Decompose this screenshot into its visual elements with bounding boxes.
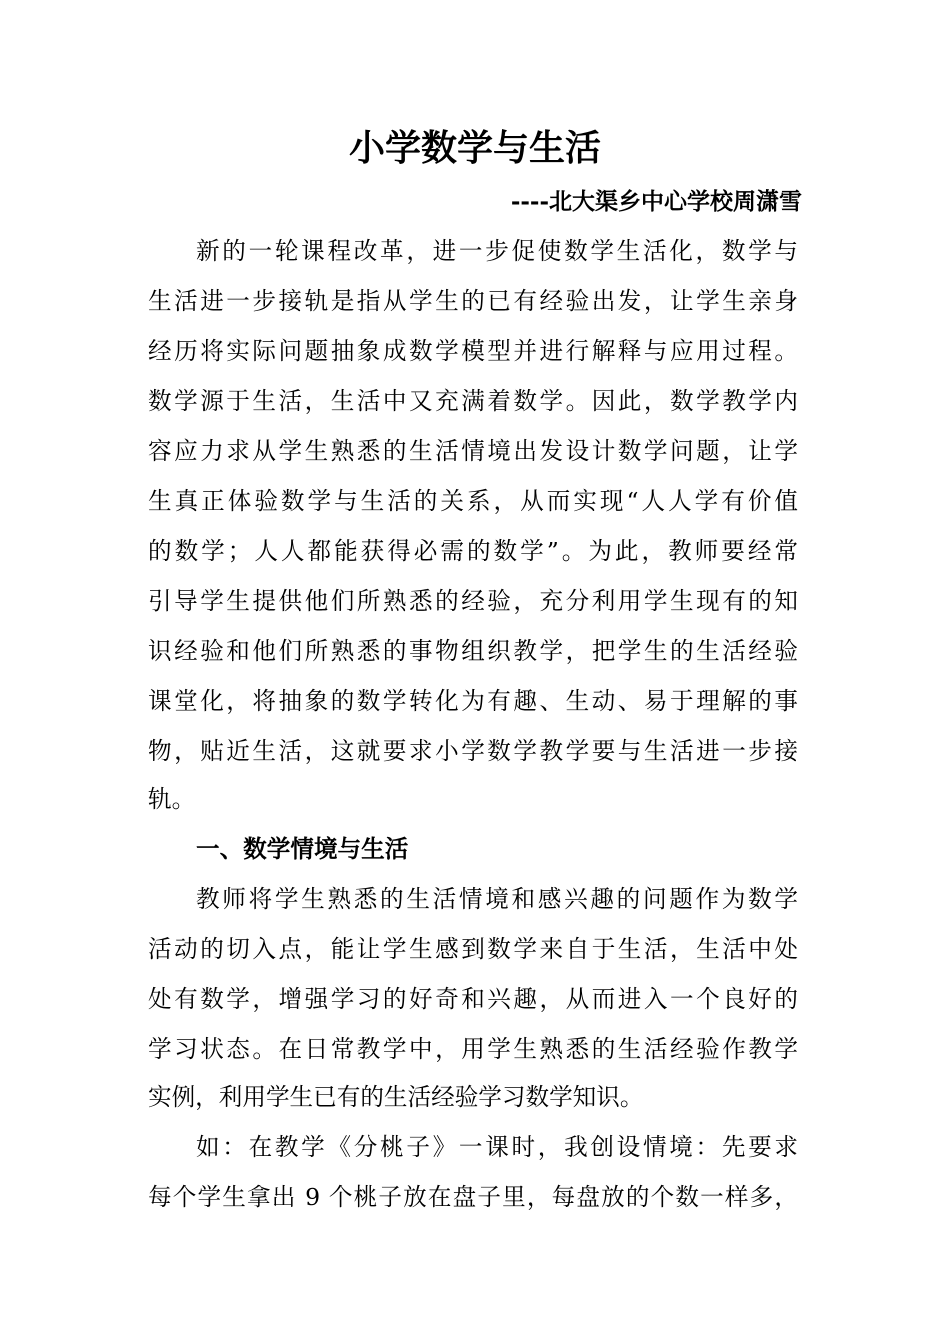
paragraph-line: 每个学生拿出 9 个桃子放在盘子里，每盘放的个数一样多，: [148, 1183, 798, 1211]
paragraph-line: 教师将学生熟悉的生活情境和感兴趣的问题作为数学: [196, 885, 798, 913]
paragraph-line: 识经验和他们所熟悉的事物组织教学，把学生的生活经验: [148, 637, 798, 665]
paragraph-line: 引导学生提供他们所熟悉的经验，充分利用学生现有的知: [148, 587, 798, 615]
section-heading: 一、数学情境与生活: [196, 835, 409, 863]
paragraph-line: 实例，利用学生已有的生活经验学习数学知识。: [148, 1083, 644, 1111]
paragraph-line: 数学源于生活，生活中又充满着数学。因此，数学教学内: [148, 387, 798, 415]
paragraph-line: 课堂化，将抽象的数学转化为有趣、生动、易于理解的事: [148, 687, 798, 715]
paragraph-line: 物，贴近生活，这就要求小学数学教学要与生活进一步接: [148, 737, 798, 765]
paragraph-line: 轨。: [148, 785, 196, 813]
paragraph-line: 如：在教学《分桃子》一课时，我创设情境：先要求: [196, 1133, 798, 1161]
paragraph-line: 学习状态。在日常教学中，用学生熟悉的生活经验作教学: [148, 1035, 798, 1063]
paragraph-line: 生真正体验数学与生活的关系，从而实现“人人学有价值: [148, 487, 798, 515]
paragraph-line: 处有数学，增强学习的好奇和兴趣，从而进入一个良好的: [148, 985, 798, 1013]
paragraph-line: 容应力求从学生熟悉的生活情境出发设计数学问题，让学: [148, 437, 798, 465]
document-title: 小学数学与生活: [348, 127, 601, 169]
paragraph-line: 的数学；人人都能获得必需的数学”。为此，教师要经常: [148, 537, 798, 565]
paragraph-line: 新的一轮课程改革，进一步促使数学生活化，数学与: [196, 237, 798, 265]
paragraph-line: 生活进一步接轨是指从学生的已有经验出发，让学生亲身: [148, 287, 798, 315]
paragraph-line: 活动的切入点，能让学生感到数学来自于生活，生活中处: [148, 935, 798, 963]
paragraph-line: 经历将实际问题抽象成数学模型并进行解释与应用过程。: [148, 337, 798, 365]
author-line: ----北大渠乡中心学校周潇雪: [510, 188, 802, 215]
